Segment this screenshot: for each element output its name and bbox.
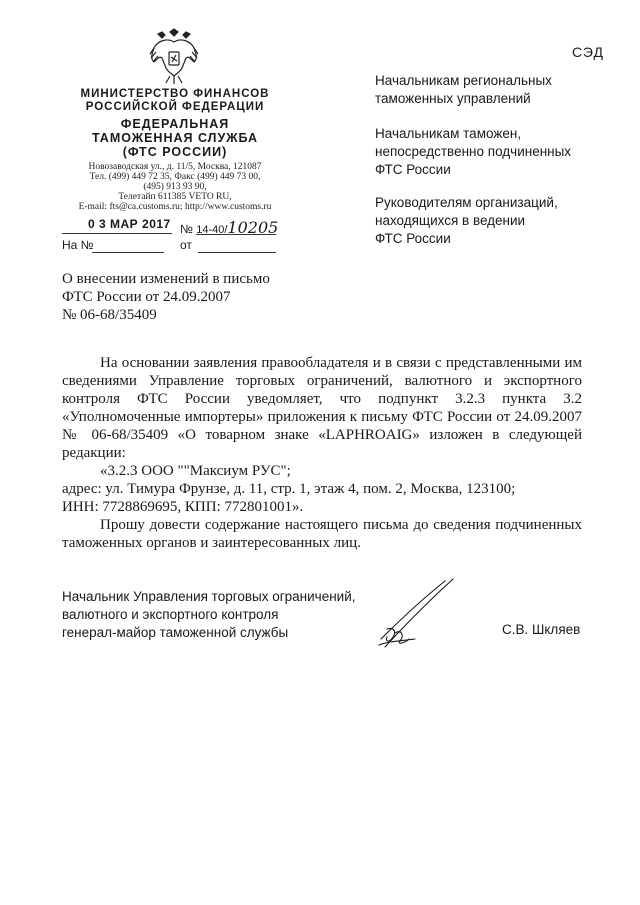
- body-paragraph-2: Прошу довести содержание настоящего письма до сведения подчиненных таможенных органов и заинтересованных лиц.: [62, 517, 582, 551]
- number-label: №: [180, 222, 193, 236]
- number-underline: [196, 234, 276, 235]
- addressee-2: [375, 125, 571, 179]
- service-line-3: (ФТС РОССИИ): [122, 145, 228, 159]
- from-label: от: [180, 238, 192, 252]
- sender-teletype: Телетайп 611385 VETO RU,: [118, 192, 232, 202]
- reply-underline: [92, 252, 164, 253]
- sender-phone-2: (495) 913 93 90,: [143, 182, 207, 192]
- quote-line-1: «3.2.3 ООО ""Максиум РУС";: [100, 463, 291, 479]
- body-paragraph-1: На основании заявления правообладателя и в связи с представленными им сведениями Управление торговых ограничений, валютного и экспортного контроля ФТС России уведомляет, что подпункт 3.2.3 пункта 3.2 «Уполномоченные импортеры» приложения к письму ФТС России от 24.09.2007 № 06-68/35409 «О товарном знаке «LAPHROAIG» изложен в следующей редакции:: [62, 355, 582, 461]
- subject-block: [62, 270, 270, 324]
- subject-line-3: № 06-68/35409: [62, 307, 157, 323]
- registration-date: 0 3 МАР 2017: [88, 217, 171, 231]
- sender-address: Новозаводская ул., д. 11/5, Москва, 121087: [88, 162, 262, 172]
- reply-label: На №: [62, 238, 94, 252]
- ministry-name: [60, 88, 290, 114]
- double-headed-eagle-icon: [148, 28, 200, 86]
- ministry-line-1: МИНИСТЕРСТВО ФИНАНСОВ: [80, 88, 270, 100]
- addressee-3-line-2: находящихся в ведении: [375, 213, 526, 228]
- service-line-2: ТАМОЖЕННАЯ СЛУЖБА: [91, 131, 259, 145]
- addressee-1-line-2: таможенных управлений: [375, 91, 531, 106]
- document-mark: СЭД: [571, 44, 604, 60]
- subject-line-1: О внесении изменений в письмо: [62, 271, 270, 287]
- position-line-3: генерал-майор таможенной службы: [62, 625, 289, 640]
- addressee-1: [375, 72, 552, 108]
- service-line-1: ФЕДЕРАЛЬНАЯ: [120, 117, 230, 131]
- position-line-2: валютного и экспортного контроля: [62, 607, 279, 622]
- number-handwritten: 10205: [227, 218, 279, 237]
- ministry-line-2: РОССИЙСКОЙ ФЕДЕРАЦИИ: [85, 101, 265, 113]
- addressee-2-line-1: Начальникам таможен,: [375, 126, 522, 141]
- quote-line-2: адрес: ул. Тимура Фрунзе, д. 11, стр. 1, этаж 4, пом. 2, Москва, 123100;: [62, 481, 516, 497]
- date-underline: [62, 233, 172, 234]
- signatory-position: [62, 588, 356, 642]
- addressee-3: [375, 194, 558, 248]
- sender-phone: Тел. (499) 449 72 35, Факс (499) 449 73 00,: [89, 172, 261, 182]
- sender-contacts: [60, 162, 290, 212]
- addressee-3-line-3: ФТС России: [375, 231, 451, 246]
- addressee-2-line-2: непосредственно подчиненных: [375, 144, 572, 159]
- service-name: [60, 117, 290, 159]
- from-underline: [198, 252, 276, 253]
- addressee-1-line-1: Начальникам региональных: [375, 73, 552, 88]
- number-prefix: 14-40/: [196, 224, 228, 236]
- position-line-1: Начальник Управления торговых ограничений,: [62, 589, 356, 604]
- addressee-3-line-1: Руководителям организаций,: [375, 195, 558, 210]
- handwritten-signature: [375, 575, 465, 655]
- signatory-name: С.В. Шкляев: [502, 622, 581, 637]
- addressee-2-line-3: ФТС России: [375, 162, 451, 177]
- subject-line-2: ФТС России от 24.09.2007: [62, 289, 231, 305]
- sender-email: E-mail: fts@ca.customs.ru; http://www.customs.ru: [78, 202, 272, 212]
- quote-line-3: ИНН: 7728869695, КПП: 772801001».: [62, 499, 304, 515]
